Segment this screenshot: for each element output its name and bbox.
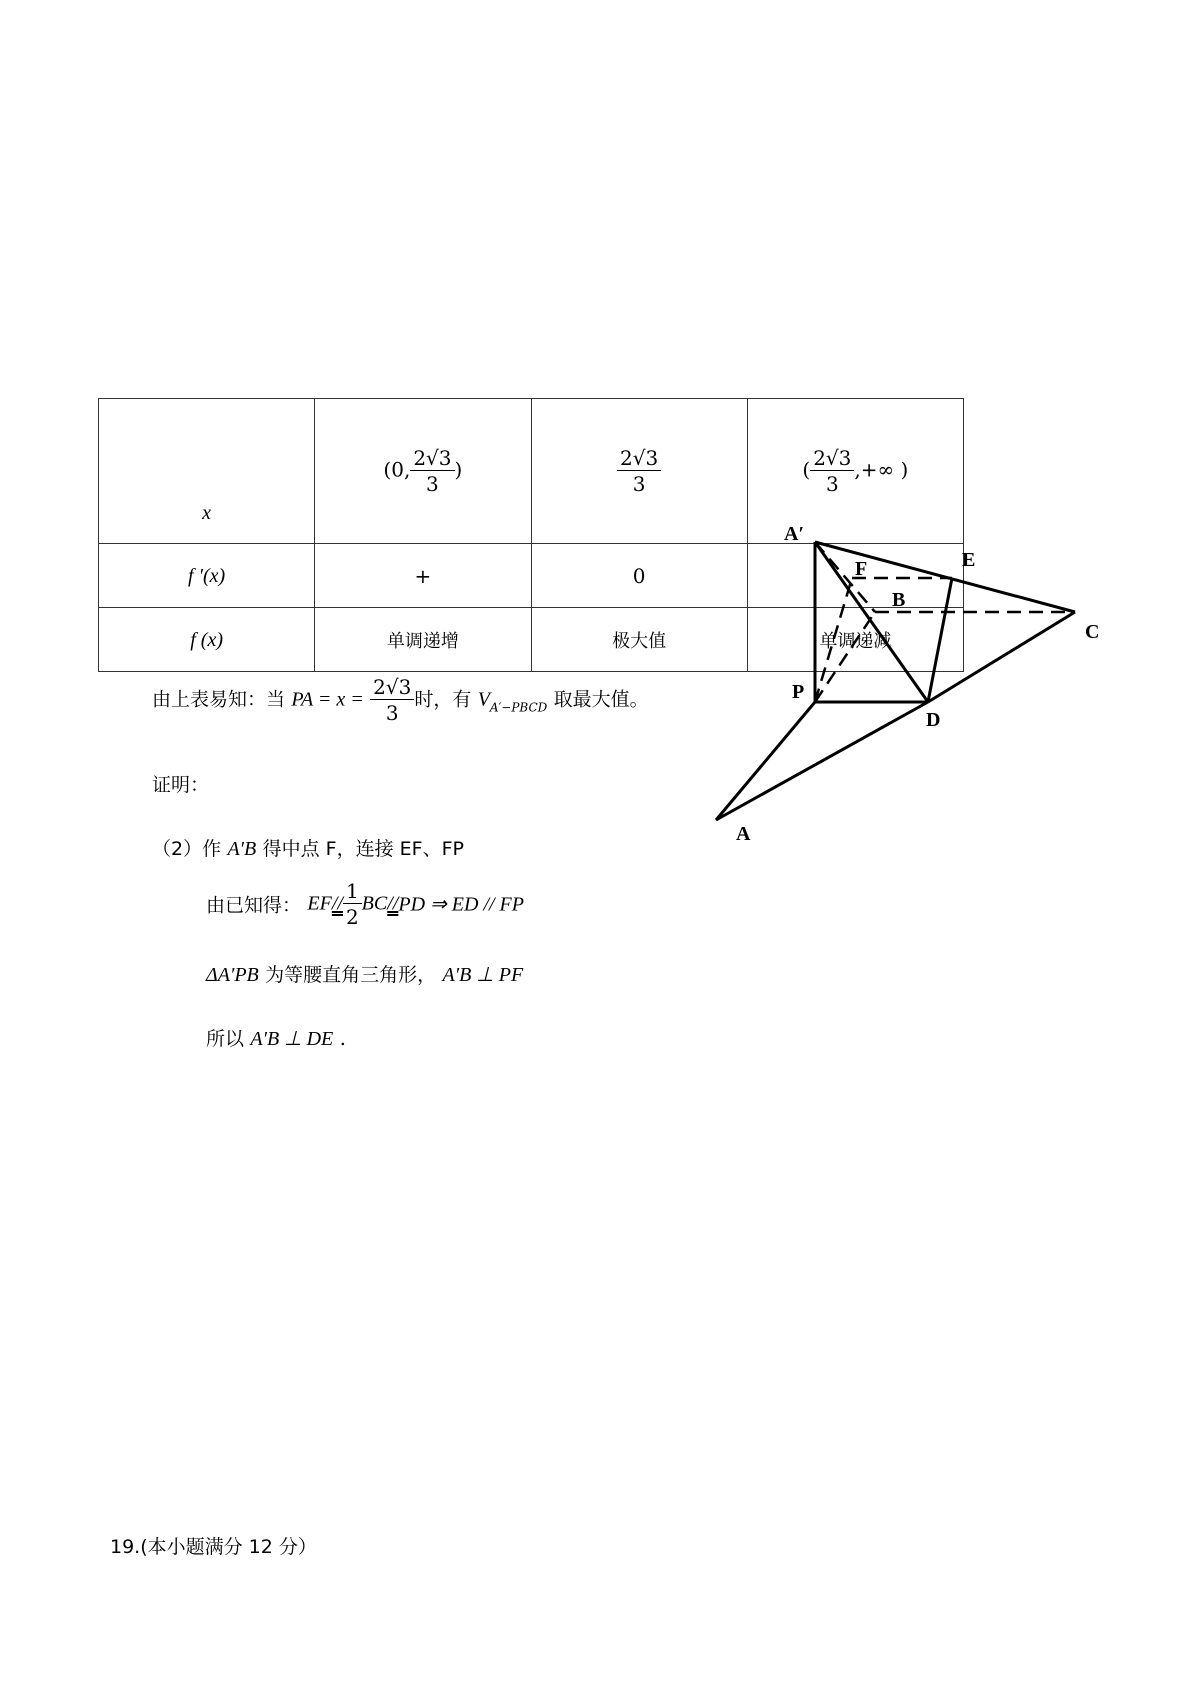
label-e: E — [962, 549, 976, 571]
known-line — [206, 880, 524, 928]
known-parallel-1: // — [331, 892, 343, 915]
conclusion-prefix: 由上表易知：当 — [152, 688, 286, 711]
edge-a-d — [716, 702, 928, 820]
interval-2-suffix: ,+∞ ) — [854, 457, 909, 482]
interval-2-den: 3 — [825, 472, 839, 496]
interval-2-num: 2√3 — [810, 447, 854, 471]
triangle-line — [206, 960, 523, 987]
interval-2-prefix: ( — [802, 457, 811, 482]
function-c3-text: 单调递减 — [819, 630, 892, 652]
volume-subscript: A′−PBCD — [489, 700, 548, 715]
known-expr-3: PD ⇒ ED // FP — [398, 893, 524, 916]
step-2-line — [152, 834, 464, 861]
proof-label-text: 证明： — [152, 774, 210, 796]
interval-2-frac — [810, 447, 854, 495]
conclusion-mid: 时，有 — [414, 688, 472, 711]
critical-point-num: 2√3 — [617, 447, 661, 471]
conclusion-frac-num: 2√3 — [370, 676, 414, 700]
proof-label — [152, 770, 209, 797]
known-frac-den: 2 — [345, 905, 359, 929]
known-frac-num: 1 — [343, 880, 362, 904]
function-c1 — [315, 608, 531, 672]
interval-1-prefix: (0, — [383, 457, 411, 482]
known-frac — [343, 880, 362, 928]
label-a: A — [736, 823, 751, 845]
perpendicular-relation-1: A′B ⊥ PF — [442, 964, 524, 986]
edge-p-f — [815, 578, 852, 702]
function-label: f (x) — [190, 629, 223, 651]
volume-symbol: V — [477, 688, 490, 711]
conclusion-frac-den: 3 — [385, 701, 399, 725]
label-f: F — [855, 558, 868, 580]
step-2-prefix: （2）作 — [152, 838, 222, 860]
function-label-cell — [99, 608, 315, 672]
edge-p-b — [815, 612, 875, 702]
label-b: B — [892, 589, 906, 611]
label-aprime: A′ — [784, 523, 805, 545]
interval-1-suffix: ) — [454, 457, 463, 482]
triangle-text: 为等腰直角三角形， — [265, 964, 437, 986]
critical-point-frac — [617, 447, 661, 495]
interval-1-num: 2√3 — [410, 447, 454, 471]
therefore-suffix: . — [339, 1026, 346, 1050]
interval-1-den: 3 — [426, 472, 439, 496]
interval-1-cell — [315, 399, 531, 544]
label-d: D — [926, 709, 941, 731]
step-2-segment: A′B — [227, 838, 257, 860]
conclusion-suffix: 取最大值。 — [553, 688, 649, 711]
x-header-cell — [99, 399, 315, 544]
known-expr-2: BC — [361, 892, 388, 915]
interval-1-frac — [410, 447, 454, 495]
therefore-line — [206, 1024, 346, 1051]
triangle-symbol: ΔA′PB — [206, 964, 259, 986]
derivative-label: f ′(x) — [188, 565, 226, 587]
derivative-label-cell — [99, 544, 315, 608]
conclusion-line — [152, 676, 649, 724]
function-c1-text: 单调递增 — [386, 630, 459, 652]
known-expr-1: EF — [307, 892, 332, 915]
perpendicular-relation-2: A′B ⊥ DE — [250, 1028, 334, 1050]
x-label: x — [202, 502, 212, 524]
conclusion-expr: PA = x = — [291, 688, 364, 711]
critical-point-den: 3 — [632, 472, 646, 496]
known-parallel-2: // — [387, 892, 399, 915]
question-19-heading — [110, 1532, 317, 1559]
therefore-prefix: 所以 — [206, 1028, 245, 1050]
label-p: P — [792, 681, 805, 703]
label-c: C — [1085, 621, 1100, 643]
derivative-c2: 0 — [531, 544, 747, 608]
conclusion-frac — [370, 676, 414, 724]
edge-p-a — [716, 702, 815, 820]
edge-d-c — [928, 612, 1075, 702]
geometry-diagram — [680, 500, 1100, 860]
question-19-text: 19.(本小题满分 12 分） — [110, 1536, 317, 1558]
function-c2-text: 极大值 — [612, 630, 667, 652]
known-prefix: 由已知得： — [206, 894, 302, 917]
derivative-c1: + — [315, 544, 531, 608]
edge-d-e — [928, 578, 952, 702]
solid-edges — [716, 542, 1075, 820]
step-2-suffix: 得中点 F，连接 EF、FP — [262, 838, 464, 860]
